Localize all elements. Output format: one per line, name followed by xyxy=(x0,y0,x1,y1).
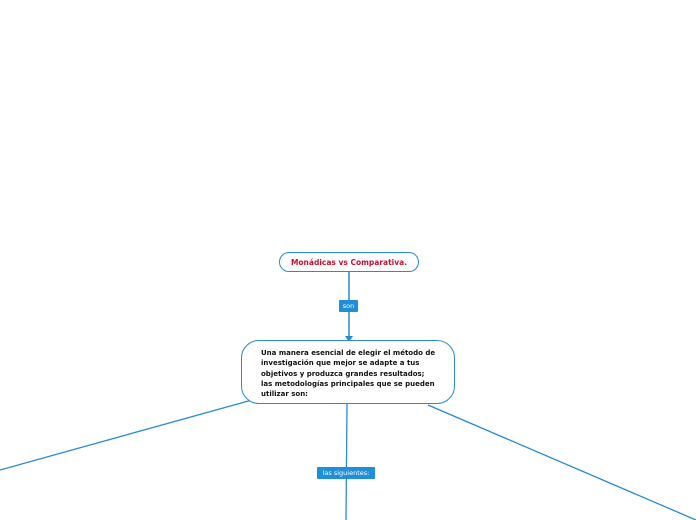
main-text-line-3: objetivos y produzca grandes resultados; xyxy=(261,369,425,378)
main-text-line-5: utilizar son: xyxy=(261,390,308,399)
connector-main-to-right xyxy=(428,405,696,520)
connector-main-to-bottom xyxy=(346,404,347,520)
topic-node-main[interactable] xyxy=(241,340,455,404)
link-label-las-siguientes[interactable]: las siguientes: xyxy=(317,467,375,479)
main-text-line-4: las metodologías principales que se pueden xyxy=(261,379,435,388)
main-text-line-2: investigación que mejor se adapte a tus xyxy=(261,359,420,368)
main-text-line-1: Una manera esencial de elegir el método de xyxy=(261,349,436,357)
connector-main-to-left xyxy=(0,400,252,470)
topic-title-text: Monádicas vs Comparativa. xyxy=(290,257,408,267)
topic-node-title[interactable] xyxy=(279,252,419,272)
link-label-son[interactable]: son xyxy=(339,300,358,312)
